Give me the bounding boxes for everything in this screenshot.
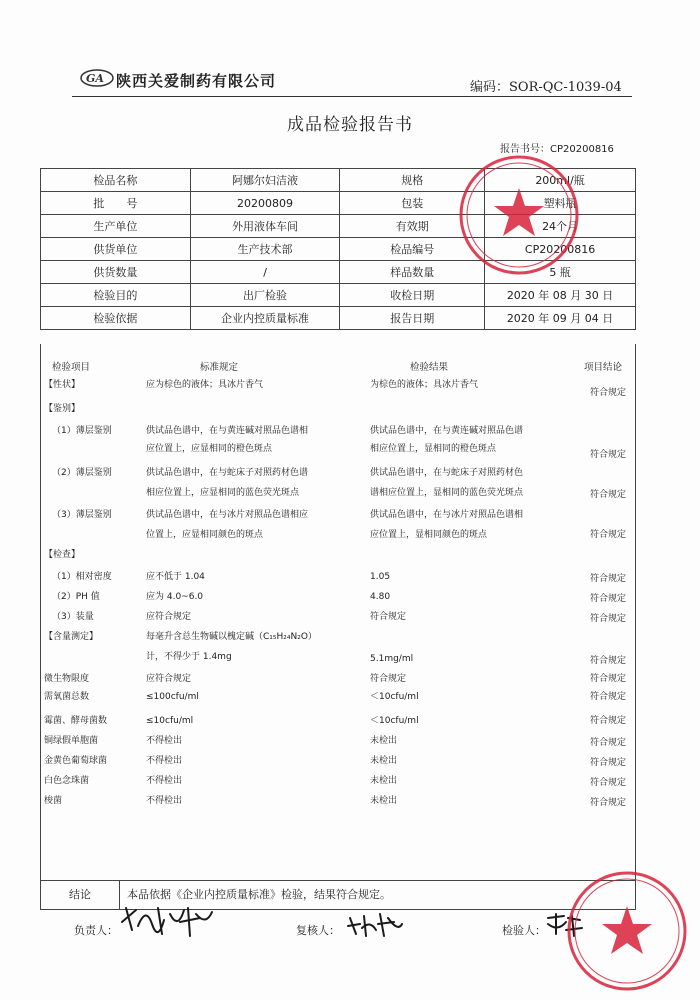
spec-value: 200ml/瓶	[485, 169, 636, 192]
result-cell: 未检出	[370, 736, 398, 746]
column-header-item: 检验项目	[52, 362, 91, 373]
result-cell: 1.05	[370, 572, 391, 582]
item-cell: 霉菌、酵母菌数	[44, 716, 108, 726]
info-label: 报告日期	[340, 307, 485, 330]
standard-cell: 相应位置上，应显相同的蓝色荧光斑点	[146, 488, 300, 498]
conclusion-cell: 符合规定	[590, 656, 627, 666]
standard-cell: 位置上，应显相同颜色的斑点	[146, 530, 264, 540]
conclusion-cell: 符合规定	[590, 614, 627, 624]
standard-cell: 不得检出	[146, 756, 183, 766]
info-label: 检验依据	[41, 307, 191, 330]
item-cell: 铜绿假单胞菌	[44, 736, 99, 746]
standard-cell: 应不低于 1.04	[146, 572, 205, 582]
item-cell: （1）相对密度	[52, 572, 112, 582]
conclusion-cell: 符合规定	[590, 490, 627, 500]
info-label: 批 号	[41, 192, 191, 215]
result-cell: 未检出	[370, 776, 398, 786]
company-name: 陕西关爱制药有限公司	[116, 72, 277, 90]
item-cell: （3）薄层鉴别	[52, 510, 112, 520]
receive-date-value: 2020 年 08 月 30 日	[485, 284, 636, 307]
fda-stamp-icon	[562, 866, 692, 996]
item-cell: 微生物限度	[44, 674, 90, 684]
standard-cell: 应符合规定	[146, 612, 192, 622]
info-label: 有效期	[340, 215, 485, 238]
conclusion-cell: 符合规定	[590, 450, 627, 460]
standard-cell: 应位置上，应显相同的橙色斑点	[146, 444, 273, 454]
page-title: 成品检验报告书	[287, 115, 413, 135]
conclusion-text: 本品依据《企业内控质量标准》检验，结果符合规定。	[127, 888, 391, 901]
result-cell: 未检出	[370, 756, 398, 766]
conclusion-cell: 符合规定	[590, 388, 627, 398]
result-cell: 供试品色谱中，在与蛇床子对照药材色	[370, 468, 524, 478]
inspector-label: 检验人：	[502, 924, 546, 937]
purpose-value: 出厂检验	[190, 284, 340, 307]
conclusion-cell: 符合规定	[590, 758, 627, 768]
result-cell: 谱相应位置上，显相同的蓝色荧光斑点	[370, 488, 524, 498]
company-logo-icon	[80, 68, 114, 88]
item-cell: （1）薄层鉴别	[52, 426, 112, 436]
category-inspection: 【检查】	[44, 550, 81, 560]
header-divider	[72, 96, 632, 97]
conclusion-label: 结论	[41, 881, 120, 909]
conclusion-cell: 符合规定	[590, 798, 627, 808]
item-cell: 梭菌	[44, 796, 63, 806]
product-name: 阿娜尔妇洁液	[190, 169, 340, 192]
report-date-value: 2020 年 09 月 04 日	[485, 307, 636, 330]
conclusion-cell: 符合规定	[590, 594, 627, 604]
info-label: 包装	[340, 192, 485, 215]
standard-cell: 不得检出	[146, 796, 183, 806]
basis-value: 企业内控质量标准	[190, 307, 340, 330]
column-header-standard: 标准规定	[200, 362, 239, 373]
supplier-value: 生产技术部	[190, 238, 340, 261]
category-identification: 【鉴别】	[44, 404, 81, 414]
conclusion-cell: 符合规定	[590, 574, 627, 584]
category-properties: 【性状】	[44, 380, 81, 390]
info-label: 检品名称	[41, 169, 191, 192]
category-assay: 【含量测定】	[44, 632, 99, 642]
info-label: 供货单位	[41, 238, 191, 261]
document-code: 编码：SOR-QC-1039-04	[470, 80, 622, 95]
info-label: 检验目的	[41, 284, 191, 307]
standard-cell: 供试品色谱中，在与黄连碱对照品色谱相	[146, 426, 309, 436]
info-label: 收检日期	[340, 284, 485, 307]
info-label: 检品编号	[340, 238, 485, 261]
standard-cell: 供试品色谱中，在与冰片对照品色谱相应	[146, 510, 309, 520]
supply-quantity-value: /	[190, 261, 340, 284]
result-cell: 符合规定	[370, 674, 407, 684]
item-cell: （2）薄层鉴别	[52, 468, 112, 478]
responsible-label: 负责人：	[74, 924, 118, 937]
conclusion-cell: 符合规定	[590, 674, 627, 684]
conclusion-cell: 符合规定	[590, 778, 627, 788]
standard-cell: 每毫升含总生物碱以槐定碱（C₁₅H₂₄N₂O）	[146, 632, 317, 642]
standard-cell: 应为 4.0~6.0	[146, 592, 204, 602]
item-cell: 金黄色葡萄球菌	[44, 756, 108, 766]
standard-cell: 不得检出	[146, 736, 183, 746]
result-cell: 未检出	[370, 796, 398, 806]
reviewer-signature-icon	[346, 910, 406, 940]
info-label: 生产单位	[41, 215, 191, 238]
column-header-result: 检验结果	[410, 362, 449, 373]
reviewer-label: 复核人：	[296, 924, 340, 937]
conclusion-cell: 符合规定	[590, 530, 627, 540]
result-cell: 5.1mg/ml	[370, 654, 414, 664]
standard-cell: 供试品色谱中，在与蛇床子对照药材色谱	[146, 468, 309, 478]
info-label: 供货数量	[41, 261, 191, 284]
item-cell: （2）PH 值	[52, 592, 100, 602]
standard-cell: ≤10cfu/ml	[146, 716, 194, 726]
standard-cell: 应符合规定	[146, 674, 192, 684]
table-row	[41, 307, 636, 330]
result-cell: ＜10cfu/ml	[370, 716, 419, 726]
result-cell: ＜10cfu/ml	[370, 692, 419, 702]
standard-cell: 不得检出	[146, 776, 183, 786]
sample-number-value: CP20200816	[485, 238, 636, 261]
sample-quantity-value: 5 瓶	[485, 261, 636, 284]
result-cell: 供试品色谱中，在与冰片对照品色谱相	[370, 510, 524, 520]
results-frame	[40, 344, 636, 910]
item-cell: （3）装量	[52, 612, 94, 622]
report-number: 报告书号：CP20200816	[500, 144, 614, 155]
result-cell: 为棕色的液体；具冰片香气	[370, 380, 479, 390]
package-value: 塑料瓶	[485, 192, 636, 215]
svg-text:GA: GA	[86, 72, 104, 85]
result-cell: 应位置上，显相同颜色的斑点	[370, 530, 488, 540]
item-cell: 白色念珠菌	[44, 776, 90, 786]
info-label: 规格	[340, 169, 485, 192]
column-header-conclusion: 项目结论	[584, 362, 623, 373]
result-cell: 4.80	[370, 592, 391, 602]
conclusion-cell: 符合规定	[590, 738, 627, 748]
validity-value: 24个月	[485, 215, 636, 238]
batch-value: 20200809	[190, 192, 340, 215]
item-cell: 需氧菌总数	[44, 692, 90, 702]
conclusion-cell: 符合规定	[590, 692, 627, 702]
result-cell: 供试品色谱中，在与黄连碱对照品色谱	[370, 426, 524, 436]
standard-cell: ≤100cfu/ml	[146, 692, 199, 702]
table-row	[41, 284, 636, 307]
standard-cell: 应为棕色的液体；具冰片香气	[146, 380, 264, 390]
info-label: 样品数量	[340, 261, 485, 284]
standard-cell: 计，不得少于 1.4mg	[146, 652, 232, 662]
production-unit-value: 外用液体车间	[190, 215, 340, 238]
result-cell: 相应位置上，显相同的橙色斑点	[370, 444, 497, 454]
conclusion-cell: 符合规定	[590, 716, 627, 726]
qc-stamp-icon	[454, 150, 584, 280]
result-cell: 符合规定	[370, 612, 407, 622]
responsible-signature-icon	[118, 900, 218, 940]
